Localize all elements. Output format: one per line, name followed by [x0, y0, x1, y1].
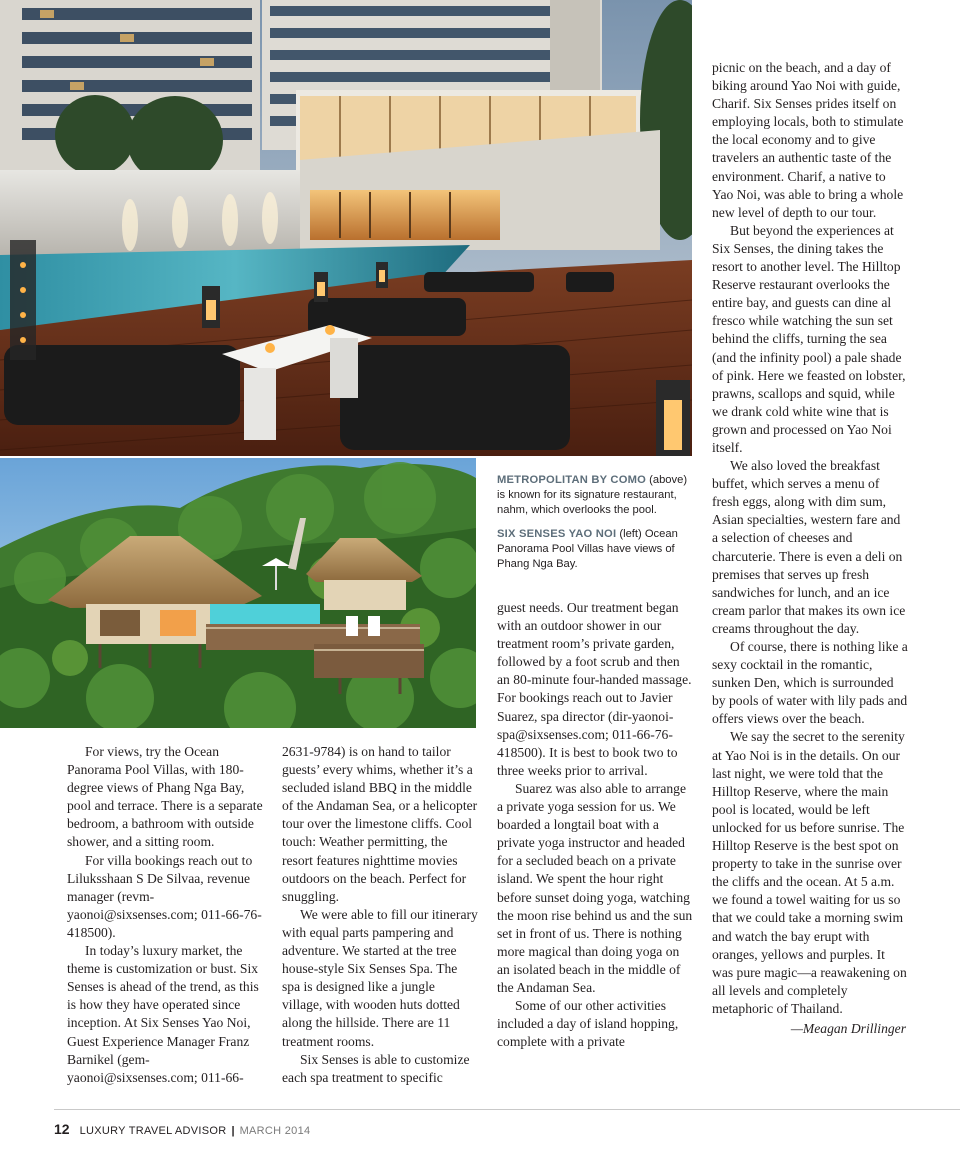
hotel-pool-photo [0, 0, 692, 456]
paragraph: 2631-9784) is on hand to tailor guests’ every whims, whether it’s a secluded island BBQ in the middle of the Andaman Sea, or a helicopter tour over the limestone cliffs. Cool touch: Weather permitting, the resort features nighttime movies outdoors on the beach. Perfect for snuggling. [282, 744, 478, 904]
paragraph: picnic on the beach, and a day of biking around Yao Noi with guide, Charif. Six Senses prides itself on employing locals, both to stimulate the local economy and to give travelers an authentic taste of the environment. Charif, a native to Yao Noi, was able to bring a whole new level of depth to our tour. [712, 60, 904, 220]
villa-photo [0, 458, 476, 728]
caption-body: (left) Ocean Panorama Pool Villas have views of Phang Nga Bay. [497, 528, 678, 570]
paragraph: But beyond the experiences at Six Senses, the dining takes the resort to another level. The Hilltop Reserve restaurant overlooks the entire bay, and guests can dine al fresco while watching the sun set behind the cliffs, turning the sea (and the infinity pool) a pale shade of pink. Here we feasted on lobster, prawns, scallops and squid, while we drank cold white wine that is grown and processed on Yao Noi itself. [712, 222, 906, 455]
footer-separator: | [231, 1125, 235, 1137]
magazine-name: LUXURY TRAVEL ADVISOR [79, 1125, 227, 1137]
article-column-3 [497, 599, 693, 1051]
hotel-pool-illustration [0, 0, 692, 456]
paragraph: In today’s luxury market, the theme is customization or bust. Six Senses is ahead of the trend, as this is how they have operated since inception. At Six Senses Yao Noi, Guest Experience Manager Franz Barnikel (gem-yaonoi@sixsenses.com; 011-66- [67, 943, 259, 1085]
page-number: 12 [54, 1121, 70, 1137]
paragraph: We also loved the breakfast buffet, which serves a menu of fresh eggs, along with dim sum, Asian specialties, western fare and a selection of cheeses and charcuterie. There is even a deli on premises that serves up fresh sandwiches for lunch, and an ice cream parlor that makes its own ice creams throughout the day. [712, 458, 906, 636]
paragraph: guest needs. Our treatment began with an outdoor shower in our treatment room’s private garden, followed by a foot scrub and then an 80-minute four-handed massage. For bookings reach out to Javier Suarez, spa director (dir-yaonoi-spa@sixsenses.com; 011-66-76-418500). It is best to book two to three weeks prior to arrival. [497, 600, 692, 778]
article-column-1 [67, 743, 263, 1087]
caption-six-senses [497, 527, 693, 572]
caption-head: METROPOLITAN BY COMO [497, 474, 647, 486]
caption-metropolitan [497, 473, 693, 518]
villa-illustration [0, 458, 476, 728]
page-footer [54, 1121, 310, 1137]
article-column-4 [712, 59, 908, 1038]
paragraph: For villa bookings reach out to Liluksshaan S De Silvaa, revenue manager (revm-yaonoi@sixsenses.com; 011-66-76-418500). [67, 852, 262, 940]
photo-captions [497, 473, 693, 581]
paragraph: Some of our other activities included a day of island hopping, complete with a private [497, 998, 679, 1050]
article-column-2 [282, 743, 478, 1087]
paragraph: Six Senses is able to customize each spa treatment to specific [282, 1051, 470, 1085]
author-signature: —Meagan Drillinger [790, 1020, 906, 1036]
paragraph: We say the secret to the serenity at Yao Noi is in the details. On our last night, we were told that the Hilltop Reserve, where the main pool is located, would be left unlocked for us before sunrise. The Hilltop Reserve is the best spot on property to take in the sunrise over the cliffs and the ocean. At 5 a.m. we found a towel waiting for us so that we could take a morning swim and watch the bay erupt with oranges, yellows and purples. It was pure magic—a reawakening on all levels and completely metaphoric of Thailand. [712, 729, 907, 1016]
paragraph: Of course, there is nothing like a sexy cocktail in the romantic, sunken Den, which is surrounded by pools of water with lily pads and offers views over the beach. [712, 639, 908, 727]
caption-body: (above) is known for its signature restaurant, nahm, which overlooks the pool. [497, 474, 688, 516]
footer-divider [54, 1109, 960, 1110]
paragraph: For views, try the Ocean Panorama Pool Villas, with 180-degree views of Phang Nga Bay, pool and terrace. There is a separate bedroom, a bathroom with outside shower, and a sitting room. [67, 744, 263, 850]
caption-head: SIX SENSES YAO NOI [497, 528, 617, 540]
paragraph: We were able to fill our itinerary with equal parts pampering and adventure. We started at the tree house-style Six Senses Spa. The spa is designed like a jungle village, with wooden huts dotted along the hillside. There are 11 treatment rooms. [282, 906, 478, 1049]
paragraph: Suarez was also able to arrange a private yoga session for us. We boarded a longtail boat with a private yoga instructor and headed for a secluded beach on a private island. We spent the hour right before sunset doing yoga, watching the moon rise behind us and the sun set in front of us. There is nothing more magical than doing yoga on an isolated beach in the middle of the Andaman Sea. [497, 780, 693, 995]
issue-date: MARCH 2014 [239, 1125, 311, 1137]
